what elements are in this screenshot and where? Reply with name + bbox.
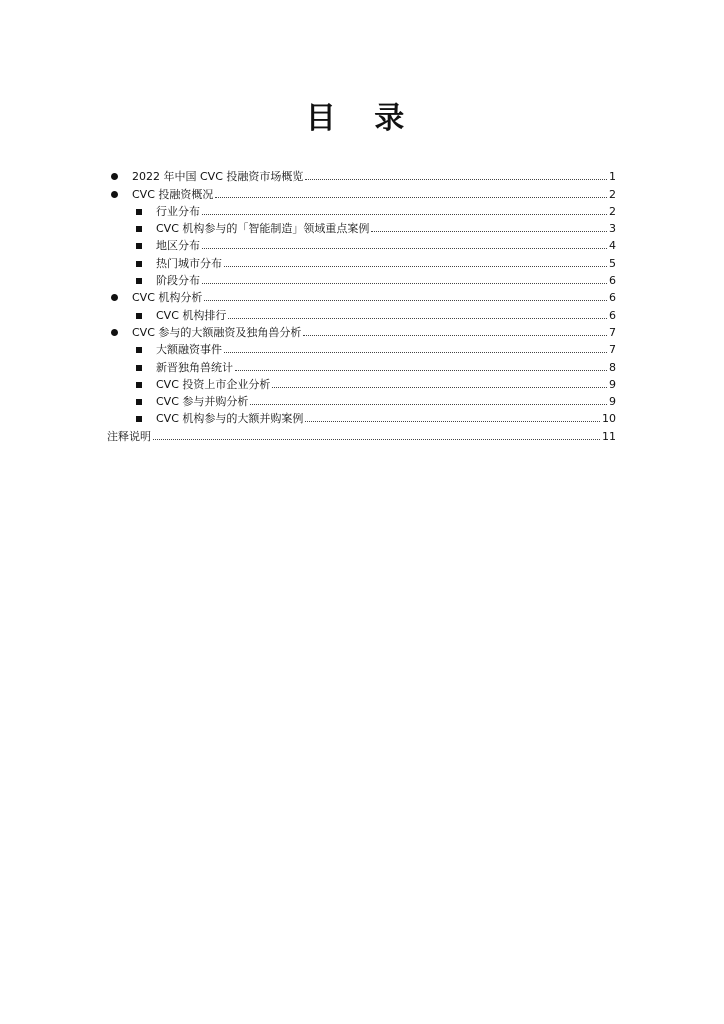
square-bullet-icon [136, 347, 142, 353]
dot-leader [235, 370, 607, 371]
circle-bullet-icon [111, 173, 118, 180]
dot-leader [202, 214, 607, 215]
toc-entry-page: 6 [609, 274, 616, 288]
toc-entry-page: 8 [609, 360, 616, 374]
toc-entry[interactable] [107, 218, 616, 235]
square-bullet-icon [136, 278, 142, 284]
toc-title: 目 录 [305, 101, 419, 136]
dot-leader [224, 266, 607, 267]
dot-leader [371, 231, 607, 232]
toc-entry-label: 热门城市分布 [156, 256, 222, 270]
square-bullet-icon [136, 399, 142, 405]
circle-bullet-icon [111, 294, 118, 301]
toc-entry-page: 6 [609, 291, 616, 305]
dot-leader [224, 352, 607, 353]
toc-entry-page: 10 [602, 412, 616, 426]
toc-entry[interactable] [107, 166, 616, 183]
square-bullet-icon [136, 243, 142, 249]
toc-entry-page: 9 [609, 377, 616, 391]
toc-entry-label: 注释说明 [107, 429, 151, 443]
toc-entry[interactable] [107, 391, 616, 408]
toc-entry-label: CVC 机构参与的大额并购案例 [156, 412, 304, 426]
square-bullet-icon [136, 365, 142, 371]
dot-leader [215, 197, 607, 198]
toc-entry-label: CVC 参与并购分析 [156, 395, 249, 409]
toc-entry-label: 地区分布 [156, 239, 200, 253]
toc-entry-label: 大额融资事件 [156, 343, 222, 357]
toc-entry-label: 新晋独角兽统计 [156, 360, 233, 374]
toc-entry[interactable] [107, 270, 616, 287]
toc-entry-label: CVC 机构分析 [132, 291, 203, 305]
dot-leader [202, 283, 607, 284]
toc-entry-label: CVC 机构排行 [156, 308, 227, 322]
dot-leader [202, 248, 607, 249]
toc-entry[interactable] [107, 425, 616, 442]
circle-bullet-icon [111, 329, 118, 336]
toc-entry-page: 6 [609, 308, 616, 322]
square-bullet-icon [136, 416, 142, 422]
toc-entry-page: 7 [609, 325, 616, 339]
dot-leader [250, 404, 607, 405]
toc-entry-page: 9 [609, 395, 616, 409]
toc-entry[interactable] [107, 287, 616, 304]
toc-entry[interactable] [107, 356, 616, 373]
toc-entry-label: CVC 投融资概况 [132, 187, 214, 201]
toc-entry[interactable] [107, 252, 616, 269]
dot-leader [303, 335, 607, 336]
toc-entry-page: 5 [609, 256, 616, 270]
dot-leader [204, 300, 607, 301]
dot-leader [305, 421, 600, 422]
dot-leader [153, 439, 600, 440]
toc-entry-page: 1 [609, 170, 616, 184]
toc-entry-label: CVC 投资上市企业分析 [156, 377, 271, 391]
toc-entry-label: 阶段分布 [156, 274, 200, 288]
toc-entry[interactable] [107, 235, 616, 252]
square-bullet-icon [136, 226, 142, 232]
toc-entry[interactable] [107, 408, 616, 425]
toc-entry-label: 2022 年中国 CVC 投融资市场概览 [132, 170, 304, 184]
toc-entry-label: CVC 机构参与的「智能制造」领域重点案例 [156, 222, 370, 236]
toc-entry[interactable] [107, 201, 616, 218]
toc-entry[interactable] [107, 339, 616, 356]
toc-entry-page: 2 [609, 187, 616, 201]
square-bullet-icon [136, 209, 142, 215]
toc-entry[interactable] [107, 374, 616, 391]
toc-entry-page: 7 [609, 343, 616, 357]
toc-entry[interactable] [107, 183, 616, 200]
dot-leader [228, 318, 607, 319]
toc-entry-page: 4 [609, 239, 616, 253]
dot-leader [305, 179, 607, 180]
circle-bullet-icon [111, 191, 118, 198]
toc-entry-label: CVC 参与的大额融资及独角兽分析 [132, 325, 302, 339]
toc-entry-page: 11 [602, 429, 616, 443]
toc-entry-label: 行业分布 [156, 204, 200, 218]
toc-entry-page: 2 [609, 204, 616, 218]
table-of-contents [107, 166, 616, 443]
square-bullet-icon [136, 313, 142, 319]
square-bullet-icon [136, 382, 142, 388]
toc-entry[interactable] [107, 304, 616, 321]
square-bullet-icon [136, 261, 142, 267]
toc-entry-page: 3 [609, 222, 616, 236]
dot-leader [272, 387, 607, 388]
toc-entry[interactable] [107, 322, 616, 339]
